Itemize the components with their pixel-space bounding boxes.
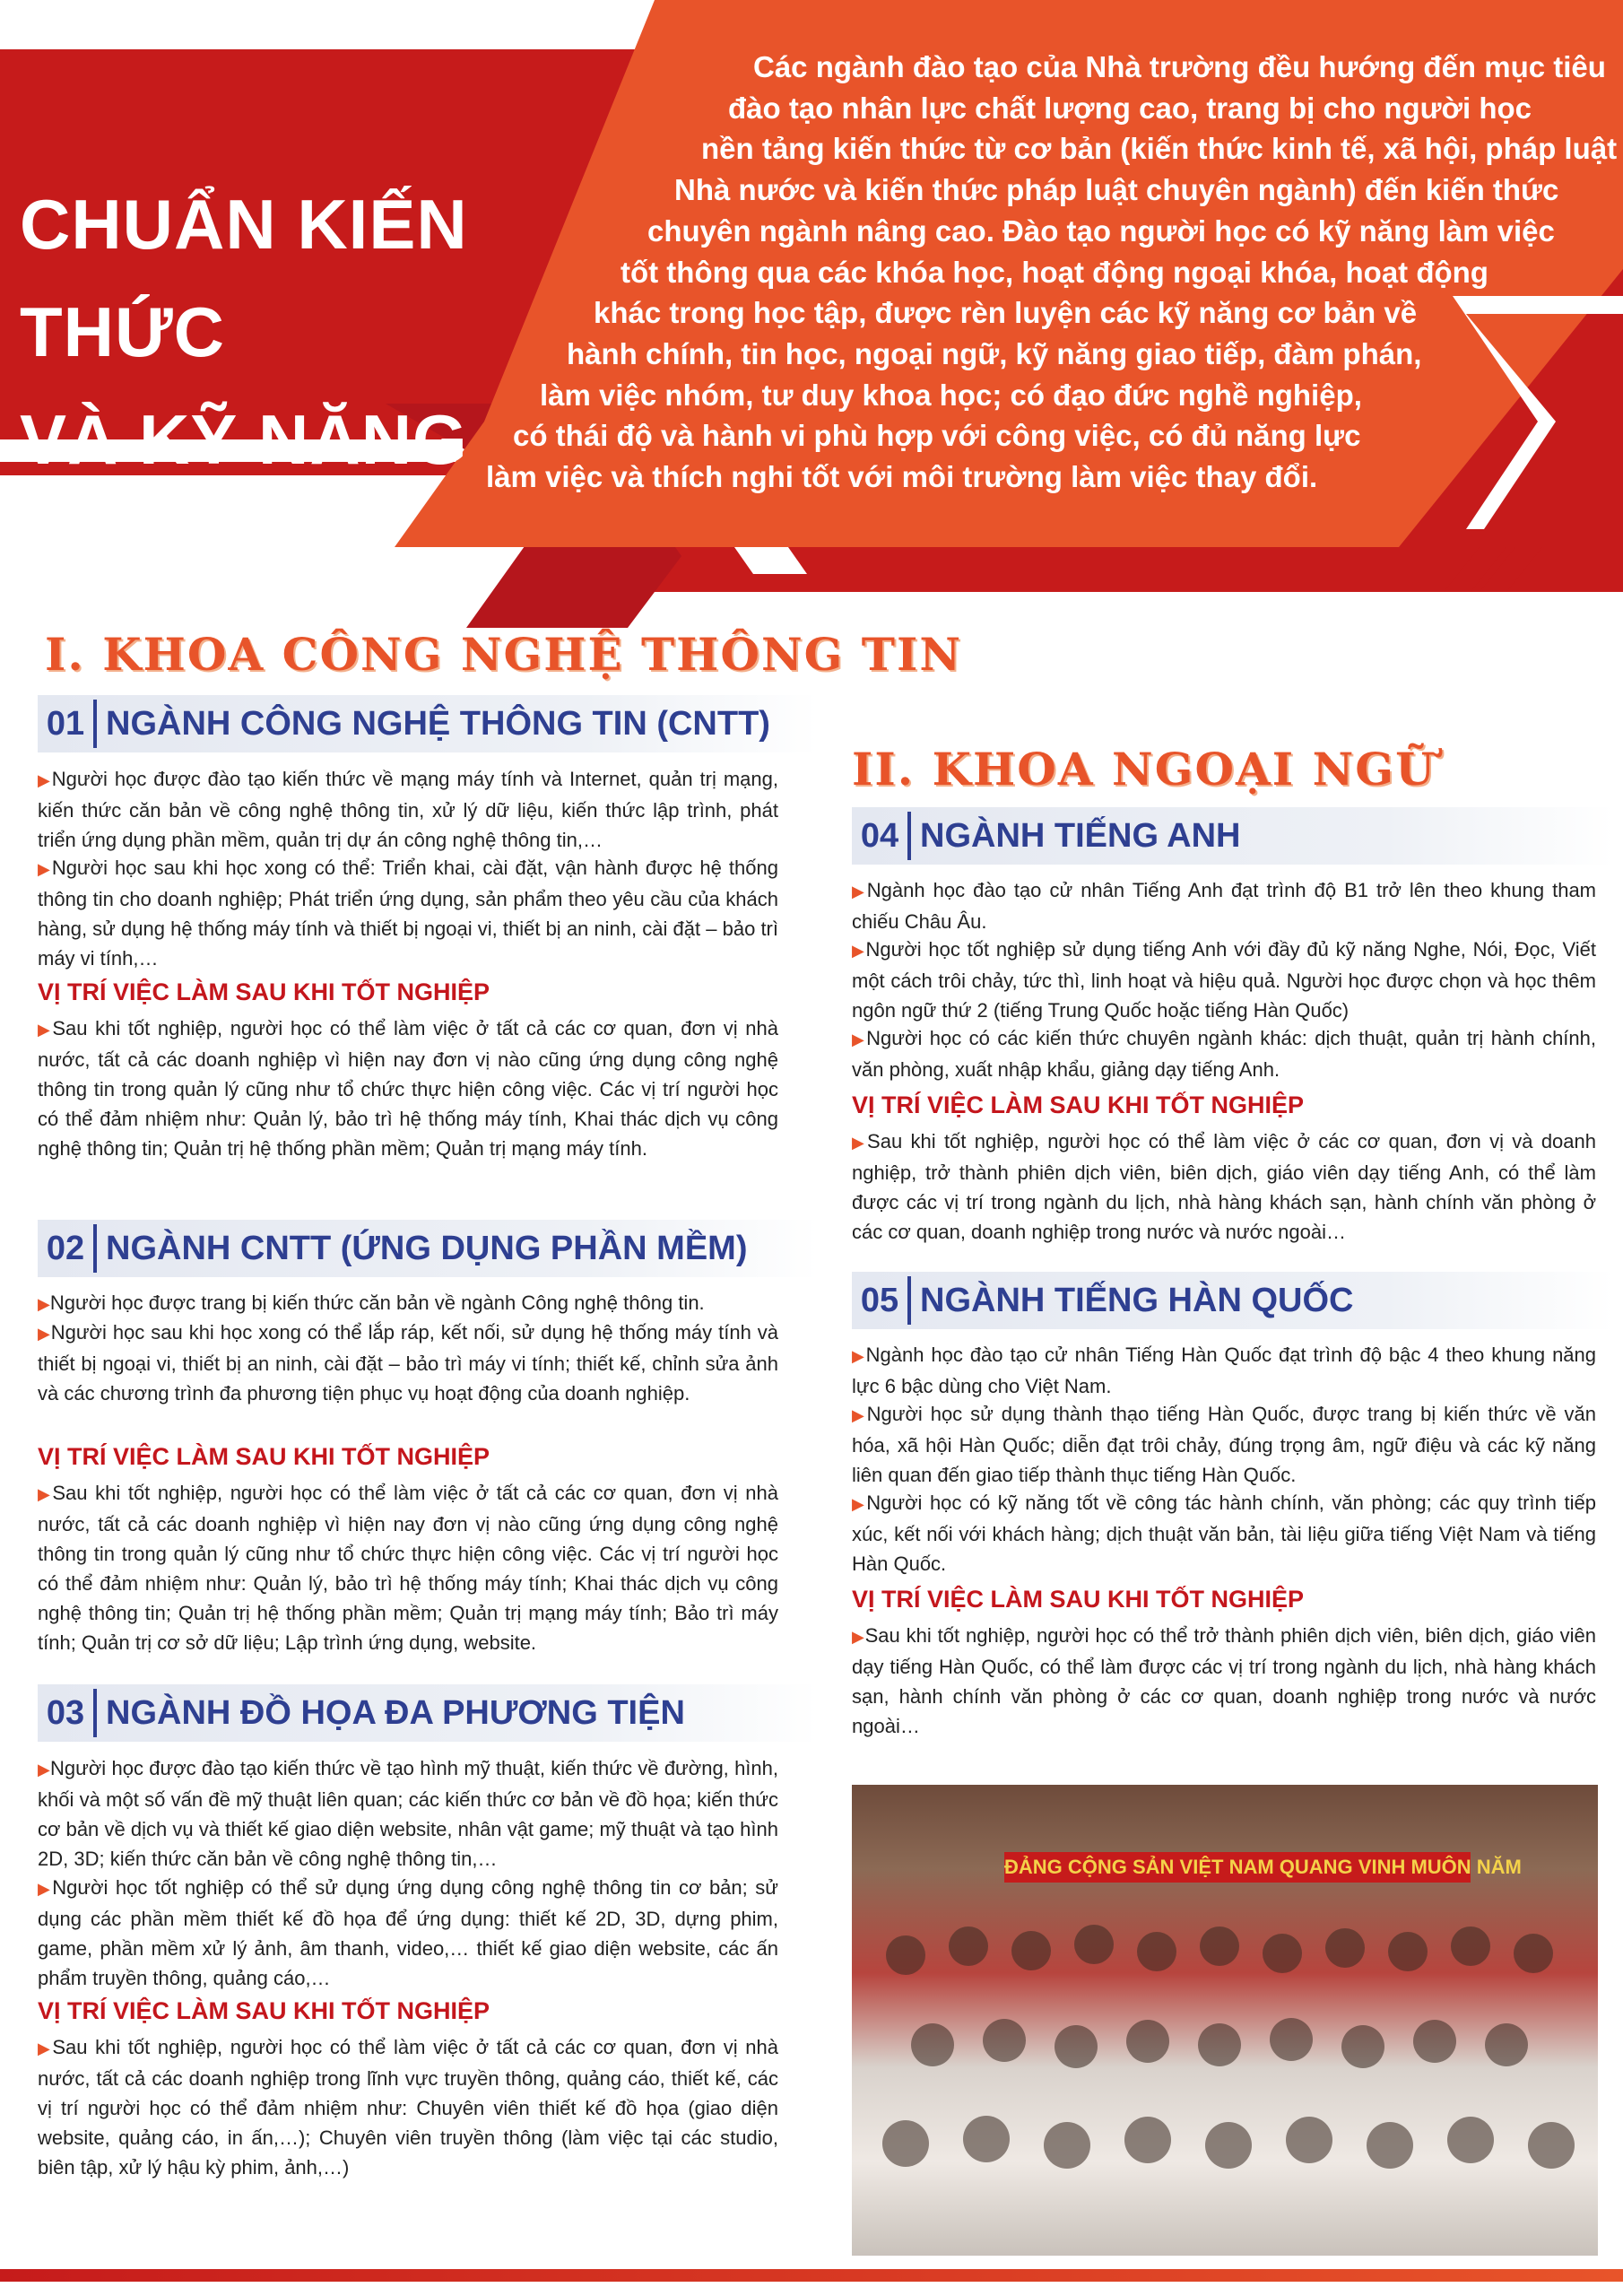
triangle-bullet-icon: ▶ bbox=[852, 1406, 867, 1424]
major-01-jobs: ▶Sau khi tốt nghiệp, người học có thể làm việc ở tất cả các cơ quan, đơn vị nhà nước, tất cả các doanh nghiệp vì hiện nay đơn vị nào cũng ứng dụng công nghệ thông tin trong quản lý cũng như tổ chức thực hiện công việc. Các vị trí người học có thể đảm nhiệm như: Quản lý, bảo trì hệ thống máy tính, Khai thác dịch vụ công nghệ thông tin; Quản trị hệ thống phần mềm; Quản trị mạng máy tính. bbox=[38, 1017, 778, 1160]
major-02-bullet-1: ▶Người học được trang bị kiến thức căn bản về ngành Công nghệ thông tin. bbox=[38, 1292, 705, 1314]
bottom-accent-bar bbox=[0, 2269, 1623, 2282]
major-05-jobs: ▶Sau khi tốt nghiệp, người học có thể trở thành phiên dịch viên, biên dịch, giáo viên dạy tiếng Hàn Quốc, có thể làm được các vị trí trong ngành du lịch, nhà hàng khách sạn, hành chính văn phòng ở các cơ quan, doanh nghiệp trong nước và nước ngoài… bbox=[852, 1624, 1597, 1737]
major-02-bullet-2: ▶Người học sau khi học xong có thể lắp ráp, kết nối, sử dụng hệ thống máy tính và thiết bị ngoại vi, thiết bị an ninh, cài đặt – bảo trì máy vi tính; thiết kế, chỉnh sửa ảnh và các chương trình đa phương tiện phục vụ hoạt động của doanh nghiệp. bbox=[38, 1321, 778, 1405]
faculty-heading-languages: II. KHOA NGOẠI NGỮ bbox=[852, 743, 1436, 796]
group-photo bbox=[852, 1785, 1598, 2256]
triangle-bullet-icon: ▶ bbox=[38, 1325, 51, 1343]
triangle-bullet-icon: ▶ bbox=[852, 1347, 866, 1365]
job-heading-02: VỊ TRÍ VIỆC LÀM SAU KHI TỐT NGHIỆP bbox=[38, 1443, 490, 1470]
intro-line: làm việc nhóm, tư duy khoa học; có đạo đức nghề nghiệp, bbox=[540, 378, 1362, 412]
major-03-bullet-2: ▶Người học tốt nghiệp có thể sử dụng ứng dụng công nghệ thông tin cơ bản; sử dụng các phần mềm thiết kế đồ họa để ứng dụng: thiết kế 2D, 3D, dựng phim, game, phần mềm xử lý ảnh, âm thanh, video,… thiết kế giao diện website, các ấn phẩm truyền thông, quảng cáo,… bbox=[38, 1876, 778, 1989]
major-number: 03 bbox=[38, 1689, 97, 1737]
photo-banner: ĐẢNG CỘNG SẢN VIỆT NAM QUANG VINH MUÔN NĂM bbox=[1004, 1852, 1471, 1883]
intro-line: đào tạo nhân lực chất lượng cao, trang bị cho người học bbox=[728, 91, 1532, 125]
triangle-bullet-icon: ▶ bbox=[852, 883, 867, 900]
major-header-05 bbox=[852, 1272, 1614, 1329]
triangle-bullet-icon: ▶ bbox=[38, 860, 52, 878]
job-heading-05: VỊ TRÍ VIỆC LÀM SAU KHI TỐT NGHIỆP bbox=[852, 1586, 1305, 1613]
major-number: 02 bbox=[38, 1224, 97, 1273]
major-number: 01 bbox=[38, 700, 97, 748]
major-01-bullet-2: ▶Người học sau khi học xong có thể: Triển khai, cài đặt, vận hành được hệ thống thông tin cho doanh nghiệp; Phát triển ứng dụng, sản phẩm theo yêu cầu của khách hàng, sử dụng hệ thống máy tính và thiết bị ngoại vi, thiết bị an ninh, cài đặt – bảo trì máy vi tính,… bbox=[38, 857, 778, 970]
major-number: 05 bbox=[852, 1276, 911, 1325]
major-04-bullet-3: ▶Người học có các kiến thức chuyên ngành khác: dịch thuật, quản trị hành chính, văn phòng, xuất nhập khẩu, giảng dạy tiếng Anh. bbox=[852, 1027, 1597, 1081]
intro-line: tốt thông qua các khóa học, hoạt động ngoại khóa, hoạt động bbox=[621, 255, 1488, 289]
major-04-bullet-1: ▶Ngành học đào tạo cử nhân Tiếng Anh đạt trình độ B1 trở lên theo khung tham chiếu Châu Âu. bbox=[852, 879, 1597, 933]
major-name: NGÀNH CÔNG NGHỆ THÔNG TIN (CNTT) bbox=[106, 704, 770, 743]
page-title-line-1: CHUẨN KIẾN THỨC bbox=[20, 185, 468, 371]
intro-line: chuyên ngành nâng cao. Đào tạo người học có kỹ năng làm việc bbox=[647, 213, 1555, 248]
intro-line: hành chính, tin học, ngoại ngữ, kỹ năng giao tiếp, đàm phán, bbox=[567, 336, 1422, 370]
major-05-bullet-3: ▶Người học có kỹ năng tốt về công tác hành chính, văn phòng; các quy trình tiếp xúc, kết nối với khách hàng; dịch thuật văn bản, tài liệu giữa tiếng Việt Nam và tiếng Hàn Quốc. bbox=[852, 1492, 1596, 1575]
major-04-jobs: ▶Sau khi tốt nghiệp, người học có thể làm việc ở các cơ quan, đơn vị và doanh nghiệp, trở thành phiên dịch viên, biên dịch, giáo viên dạy tiếng Anh, có thể làm được các vị trí trong ngành du lịch, nhà hàng khách sạn, hành chính văn phòng ở các cơ quan, doanh nghiệp trong nước và nước ngoài… bbox=[852, 1130, 1596, 1243]
triangle-bullet-icon: ▶ bbox=[38, 1761, 51, 1779]
page-title-line-2: VÀ KỸ NĂNG bbox=[20, 400, 468, 479]
major-header-02 bbox=[38, 1220, 818, 1277]
triangle-bullet-icon: ▶ bbox=[38, 1485, 53, 1503]
intro-line: nền tảng kiến thức từ cơ bản (kiến thức kinh tế, xã hội, pháp luật bbox=[701, 132, 1618, 166]
intro-line: Các ngành đào tạo của Nhà trường đều hướng đến mục tiêu bbox=[753, 50, 1606, 83]
triangle-bullet-icon: ▶ bbox=[38, 771, 52, 789]
intro-line: có thái độ và hành vi phù hợp với công việc, có đủ năng lực bbox=[513, 419, 1361, 453]
triangle-bullet-icon: ▶ bbox=[852, 942, 866, 960]
major-header-03 bbox=[38, 1684, 818, 1742]
major-number: 04 bbox=[852, 812, 911, 860]
intro-line: khác trong học tập, được rèn luyện các kỹ năng cơ bản về bbox=[594, 296, 1418, 330]
major-name: NGÀNH ĐỒ HỌA ĐA PHƯƠNG TIỆN bbox=[106, 1693, 685, 1732]
intro-line: làm việc và thích nghi tốt với môi trường làm việc thay đổi. bbox=[486, 460, 1318, 494]
intro-description bbox=[466, 47, 1618, 498]
major-05-bullet-1: ▶Ngành học đào tạo cử nhân Tiếng Hàn Quốc đạt trình độ bậc 4 theo khung năng lực 6 bậc dùng cho Việt Nam. bbox=[852, 1344, 1597, 1397]
triangle-bullet-icon: ▶ bbox=[852, 1495, 867, 1513]
triangle-bullet-icon: ▶ bbox=[38, 1021, 53, 1039]
triangle-bullet-icon: ▶ bbox=[852, 1134, 868, 1152]
triangle-bullet-icon: ▶ bbox=[38, 1295, 50, 1313]
major-header-01 bbox=[38, 695, 818, 752]
triangle-bullet-icon: ▶ bbox=[852, 1031, 867, 1048]
major-name: NGÀNH TIẾNG ANH bbox=[920, 816, 1241, 855]
triangle-bullet-icon: ▶ bbox=[38, 1880, 53, 1898]
major-header-04 bbox=[852, 807, 1614, 865]
job-heading-01: VỊ TRÍ VIỆC LÀM SAU KHI TỐT NGHIỆP bbox=[38, 978, 490, 1005]
triangle-bullet-icon: ▶ bbox=[38, 2039, 53, 2057]
triangle-bullet-icon: ▶ bbox=[852, 1628, 865, 1646]
major-03-jobs: ▶Sau khi tốt nghiệp, người học có thể làm việc ở tất cả các cơ quan, đơn vị nhà nước, tất cả các doanh nghiệp trong lĩnh vực truyền thông, quảng cáo, thiết kế, các vị trí người học có thể đảm nhiệm như: Chuyên viên thiết kế đồ họa (giao diện website, quảng cáo, in ấn,…); Chuyên viên truyền thông (làm việc tại các studio, biên tập, xử lý hậu kỳ phim, ảnh,…) bbox=[38, 2036, 778, 2179]
major-04-bullet-2: ▶Người học tốt nghiệp sử dụng tiếng Anh với đầy đủ kỹ năng Nghe, Nói, Đọc, Viết một cách trôi chảy, tức thì, linh hoạt và hiệu quả. Người học được chọn và học thêm ngôn ngữ thứ 2 (tiếng Trung Quốc hoặc tiếng Hàn Quốc) bbox=[852, 938, 1596, 1022]
job-heading-04: VỊ TRÍ VIỆC LÀM SAU KHI TỐT NGHIỆP bbox=[852, 1091, 1305, 1118]
crowd-silhouettes bbox=[852, 1785, 1598, 2256]
major-name: NGÀNH TIẾNG HÀN QUỐC bbox=[920, 1281, 1354, 1319]
major-01-bullet-1: ▶Người học được đào tạo kiến thức về mạng máy tính và Internet, quản trị mạng, kiến thức căn bản về công nghệ thông tin, xử lý dữ liệu, kiến thức lập trình, phát triển ứng dụng phần mềm, quản trị dự án công nghệ thông tin,… bbox=[38, 768, 779, 851]
major-name: NGÀNH CNTT (ỨNG DỤNG PHẦN MỀM) bbox=[106, 1229, 748, 1267]
major-05-bullet-2: ▶Người học sử dụng thành thạo tiếng Hàn Quốc, được trang bị kiến thức về văn hóa, xã hội Hàn Quốc; diễn đạt trôi chảy, đúng trọng âm, ngữ điệu và các kỹ năng liên quan đến giao tiếp thành thục tiếng Hàn Quốc. bbox=[852, 1403, 1596, 1486]
faculty-heading-it: I. KHOA CÔNG NGHỆ THÔNG TIN bbox=[45, 628, 963, 681]
job-heading-03: VỊ TRÍ VIỆC LÀM SAU KHI TỐT NGHIỆP bbox=[38, 1997, 490, 2024]
major-02-jobs: ▶Sau khi tốt nghiệp, người học có thể làm việc ở tất cả các cơ quan, đơn vị nhà nước, tất cả các doanh nghiệp vì hiện nay đơn vị nào cũng ứng dụng công nghệ thông tin trong quản lý cũng như tổ chức thực hiện công việc. Các vị trí người học có thể đảm nhiệm như: Quản lý, bảo trì hệ thống máy tính; Khai thác dịch vụ công nghệ thông tin; Quản trị hệ thống phần mềm; Quản trị mạng máy tính; Bảo trì máy tính; Quản trị cơ sở dữ liệu; Lập trình ứng dụng, website. bbox=[38, 1482, 778, 1654]
major-03-bullet-1: ▶Người học được đào tạo kiến thức về tạo hình mỹ thuật, kiến thức về đường, hình, khối và một số vấn đề mỹ thuật liên quan; các kiến thức cơ bản về đồ họa; kiến thức cơ bản về dịch vụ và thiết kế giao diện website, nhân vật game; mỹ thuật và tạo hình 2D, 3D; kiến thức căn bản về công nghệ thông tin,… bbox=[38, 1757, 779, 1870]
intro-line: Nhà nước và kiến thức pháp luật chuyên ngành) đến kiến thức bbox=[674, 173, 1559, 207]
